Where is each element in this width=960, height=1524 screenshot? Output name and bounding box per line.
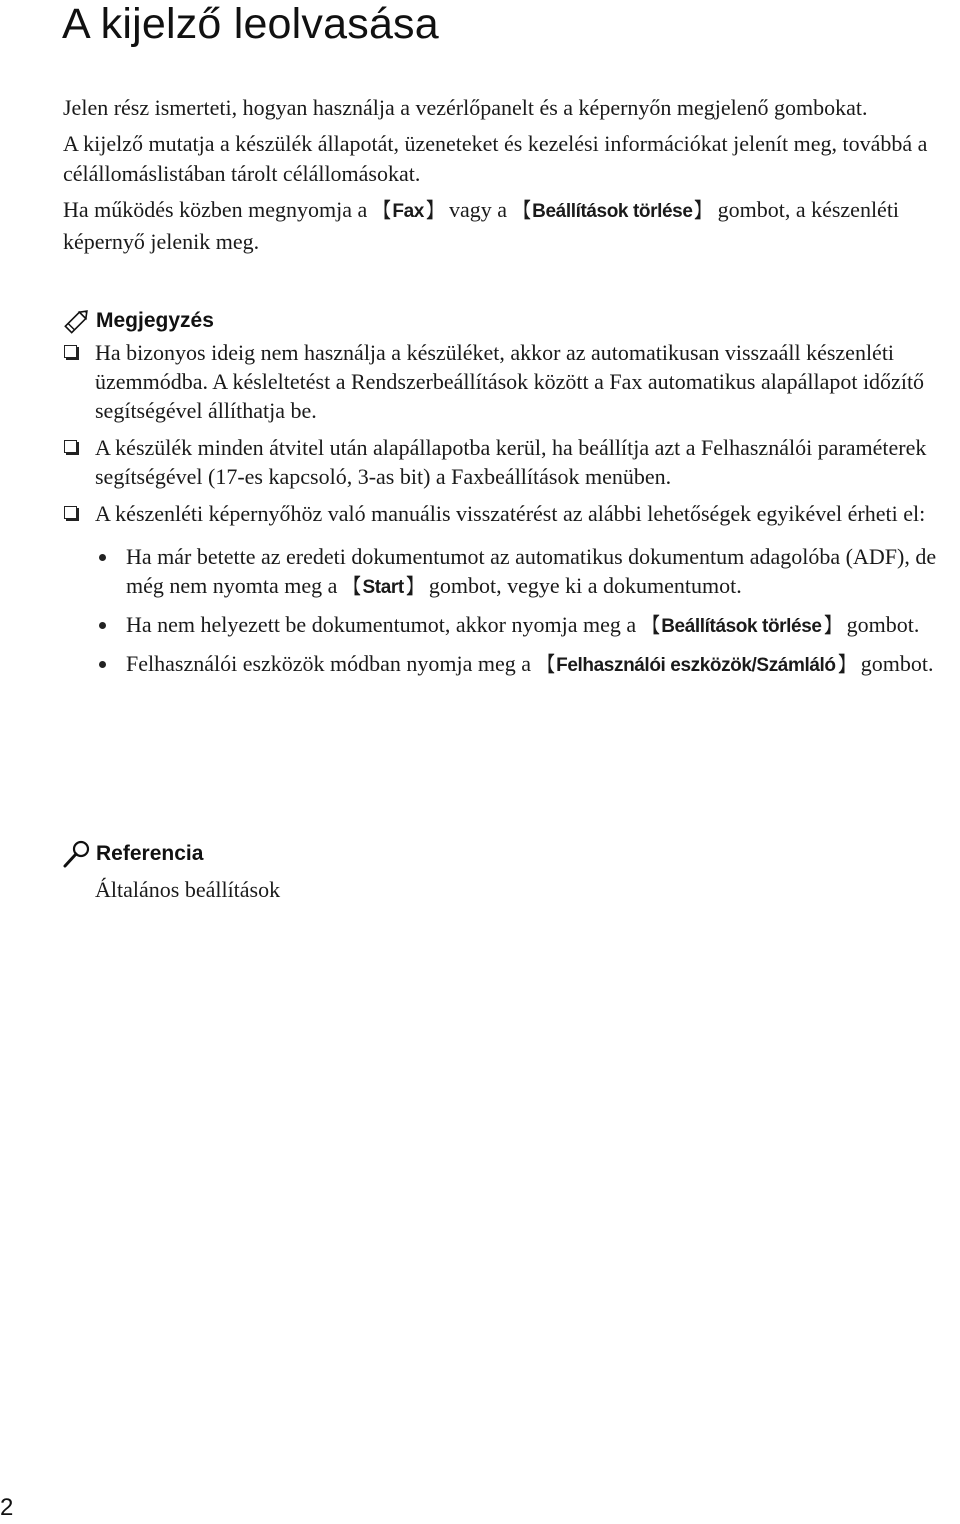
- intro-section: [63, 93, 958, 263]
- bullet-item-1: [95, 542, 960, 602]
- bullet-1-text-a: Ha már betette az eredeti dokumentumot az automatikus dokumentum adagolóba (ADF), de még nem nyomta meg a: [126, 544, 937, 598]
- intro-p3-text-b: vagy a: [443, 197, 513, 222]
- clear-modes-key-text: Beállítások törlése: [661, 616, 822, 637]
- bracket-close: 】: [426, 198, 442, 222]
- page-number: 2: [0, 1494, 14, 1521]
- note-heading-text: Megjegyzés: [96, 309, 214, 332]
- start-key-label: [343, 574, 424, 598]
- bracket-close: 】: [823, 613, 839, 637]
- bracket-open: 【: [644, 613, 659, 637]
- checkbox-icon: [64, 345, 77, 358]
- intro-paragraph-1: Jelen rész ismerteti, hogyan használja a vezérlőpanelt és a képernyőn megjelenő gombokat.: [63, 95, 868, 120]
- bracket-open: 【: [515, 198, 530, 222]
- fax-key-text: Fax: [392, 201, 424, 222]
- reference-heading: [62, 839, 203, 869]
- bracket-open: 【: [539, 652, 554, 676]
- bullet-item-3: [95, 649, 960, 680]
- intro-p3-text-c: gombot, a készenléti képernyő jelenik meg.: [63, 197, 900, 254]
- bullet-2-text-b: gombot.: [841, 612, 920, 637]
- bracket-close: 】: [406, 574, 421, 598]
- clear-modes-key-label: [513, 198, 713, 222]
- note-item-2-text: A készülék minden átvitel után alapállapotba kerül, ha beállítja azt a Felhasználói paraméterek segítségével (17-es kapcsoló, 3-as bit) a Faxbeállítások menüben.: [95, 435, 927, 489]
- bullet-list: [95, 542, 960, 680]
- bracket-open: 【: [375, 198, 390, 222]
- intro-p3-text-a: Ha működés közben megnyomja a: [63, 197, 373, 222]
- reference-text: Általános beállítások: [95, 877, 281, 902]
- bullet-3-text-b: gombot.: [855, 651, 934, 676]
- note-list: [63, 338, 960, 688]
- note-item-2: [63, 433, 960, 491]
- fax-key-label: [373, 198, 444, 222]
- start-key-text: Start: [362, 577, 404, 598]
- bullet-3-text-a: Felhasználói eszközök módban nyomja meg a: [126, 651, 537, 676]
- bracket-open: 【: [345, 574, 361, 598]
- note-item-1-text: Ha bizonyos ideig nem használja a készüléket, akkor az automatikusan visszaáll készenléti üzemmódba. A késleltetést a Rendszerbeállítások között a Fax automatikus alapállapot időzítő segítségével állíthatja be.: [95, 340, 925, 423]
- intro-paragraph-3: [63, 195, 958, 257]
- bullet-1-text-b: gombot, vegye ki a dokumentumot.: [423, 573, 742, 598]
- checkbox-icon: [64, 506, 77, 519]
- clear-modes-key-text: Beállítások törlése: [532, 201, 693, 222]
- clear-modes-key-label: [642, 613, 842, 637]
- page-title: A kijelző leolvasása: [62, 0, 439, 48]
- bullet-dot-icon: [99, 622, 106, 629]
- bullet-dot-icon: [99, 661, 106, 668]
- note-item-3: [63, 499, 960, 680]
- user-tools-key-text: Felhasználói eszközök/Számláló: [556, 655, 836, 676]
- note-heading: [62, 306, 214, 336]
- reference-heading-text: Referencia: [96, 842, 204, 865]
- note-item-1: [63, 338, 960, 425]
- magnifier-icon: [62, 839, 92, 869]
- bullet-item-2: [95, 610, 960, 641]
- checkbox-icon: [64, 440, 77, 453]
- pencil-icon: [62, 306, 92, 336]
- bracket-close: 】: [694, 198, 710, 222]
- intro-paragraph-2: A kijelző mutatja a készülék állapotát, üzeneteket és kezelési információkat jelenít meg, továbbá a célállomáslistában tárolt célállomásokat.: [63, 131, 928, 186]
- note-item-3-text: A készenléti képernyőhöz való manuális visszatérést az alábbi lehetőségek egyikével érheti el:: [95, 501, 926, 526]
- bullet-dot-icon: [99, 554, 106, 561]
- bullet-2-text-a: Ha nem helyezett be dokumentumot, akkor nyomja meg a: [126, 612, 642, 637]
- user-tools-key-label: [537, 652, 856, 676]
- bracket-close: 】: [838, 652, 853, 676]
